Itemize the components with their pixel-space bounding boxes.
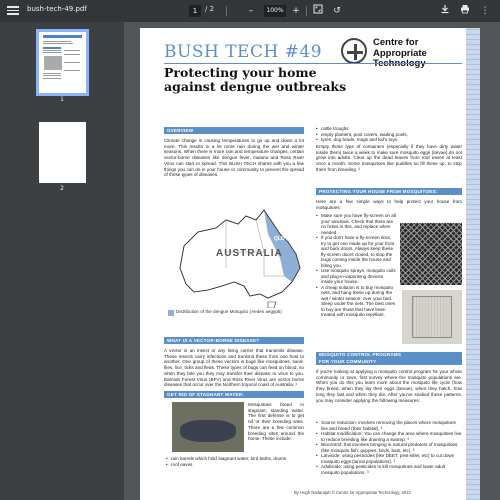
zoom-input[interactable]: 100% — [264, 5, 286, 17]
list-item: • If you don't have a fly-screen door, try to get one made up for your front and back doors. Always keep these fly-screen doors closed, to stop the bugs coming inside the house and biting you. — [316, 235, 396, 268]
headline-line: Protecting your home — [164, 65, 317, 80]
map-state-label: QLD — [274, 236, 285, 242]
vector-heading: WHAT IS A VECTOR-BORNE DISEASE? — [164, 337, 304, 344]
thumbnail-line — [43, 78, 61, 79]
zoom-in-icon[interactable]: + — [292, 6, 300, 16]
toolbar-divider — [226, 6, 227, 16]
list-item: • Habitat modification: You can change the area where mosquitoes live to reduce breeding like draining a swamp. ³ — [316, 431, 462, 442]
pdf-page — [140, 28, 480, 500]
thumbnail-map — [44, 56, 62, 70]
headline-line: against dengue outbreaks — [164, 79, 347, 94]
list-item: • Source reduction: involves removing the places where mosquitoes live and breed (their habitat). ³ — [316, 420, 462, 431]
mosquito-net-photo — [402, 290, 462, 344]
list-item: • empty planters, pool covers, wading pools, — [316, 132, 462, 138]
fit-page-icon[interactable] — [311, 4, 325, 18]
thumbnail-line — [43, 73, 61, 74]
print-icon[interactable] — [458, 4, 472, 18]
organization-name — [373, 38, 427, 70]
rotate-icon[interactable]: ↺ — [333, 6, 341, 16]
stagnant-list — [166, 456, 306, 467]
viewer-toolbar — [0, 0, 500, 22]
document-headline — [164, 66, 346, 94]
list-item: • Larvicide: using pesticides (like DEET, pest-killer, etc) to cut down mosquito eggs (larval populations). ³ — [316, 453, 462, 464]
control-heading — [316, 352, 462, 365]
overview-heading: OVERVIEW — [164, 127, 304, 134]
page-total: / 2 — [205, 5, 215, 13]
more-icon[interactable]: ⋮ — [480, 6, 490, 16]
breeding-sites-list — [316, 126, 462, 143]
control-heading-line: MOSQUITO CONTROL PROGRAMS — [319, 352, 402, 357]
thumbnail-line — [64, 62, 80, 63]
total-pages: 2 — [209, 5, 215, 13]
document-banner: BUSH TECH #49 — [164, 42, 323, 62]
containers-text: Empty those type of containers (especially if they have dirty water inside them) twice a week to make sure mosquito eggs (larvae) do not grow into adults. Clear up the dead leaves from roof eaves at least once a month. Some mosquitoes like puddles so fill these up, to stop them from breeding. ² — [316, 144, 462, 172]
org-line — [373, 59, 427, 70]
thumbnail-section — [43, 47, 61, 49]
org-line: Appropriate — [373, 47, 427, 59]
menu-icon[interactable] — [6, 4, 20, 18]
fly-screen-photo — [400, 223, 462, 285]
list-item: • tyres, dog bowls, mugs and kid's toys. — [316, 137, 462, 143]
cat-logo-icon — [341, 38, 367, 64]
org-line: Centre for — [373, 37, 419, 48]
thumbnail-line — [64, 50, 80, 51]
thumbnail-line — [43, 52, 61, 53]
list-item: • Biocontrol: this involves bringing in natural predators of mosquitoes (like mosquito fish, guppies, birds, bats, etc). ³ — [316, 442, 462, 453]
header-rule — [164, 63, 462, 64]
page-thumbnail-1[interactable] — [39, 32, 86, 93]
download-icon[interactable] — [438, 4, 452, 18]
list-item: • A cheap solution is to buy mosquito nets, and hang these up during the wet / winter season, over your bed. Sleep under the nets. The best ones to buy are those that have been treated with mosquito repellant. — [316, 285, 396, 318]
thumbnail-label-1: 1 — [60, 96, 64, 103]
control-heading-line: FOR YOUR COMMUNITY — [319, 358, 377, 364]
list-item: • Make sure you have fly-screen on all your windows. Check that there are no holes in this, and replace when needed. — [316, 213, 396, 235]
thumbnail-banner — [43, 35, 82, 38]
toolbar-divider — [306, 6, 307, 16]
zoom-out-icon[interactable]: – — [248, 6, 254, 16]
page-thumbnail-2[interactable] — [39, 122, 86, 183]
map-legend-swatch — [168, 310, 174, 316]
stagnant-water-photo — [172, 402, 244, 452]
list-item: • roof eaves — [166, 462, 306, 468]
map-country-label: AUSTRALIA — [216, 248, 283, 259]
thumbnail-line — [43, 75, 61, 76]
thumbnail-label-2: 2 — [60, 185, 64, 192]
list-item: • rain barrels which hold stagnant water, bird baths, drums — [166, 456, 306, 462]
thumbnail-line — [43, 50, 61, 51]
protect-intro: Here are a few simple ways to help protect your house from mosquitoes: — [316, 199, 462, 210]
list-item: • cattle troughs — [316, 126, 462, 132]
thumbnail-line — [43, 43, 73, 44]
vector-text: A vector is an insect or any living carrier that transmits disease. These insects carry infections and transmit these from one host to another. One group of these vectors is bugs like mosquitoes, sand-flies, lice, ticks and fleas. These types of bugs can feed on blood, so when they bite you they may transfer their disease or virus to you. Barmah Forest Virus (BFV) and Ross River Virus are vector borne diseases that occur over the Northern tropical coast of Australia. ¹ — [164, 348, 304, 388]
overview-text: Climate change is causing temperatures to go up and down a lot more. This results in a lot more rain during the wet and winter seasons. When there is more rain and temperature changes, certain vector-borne diseases like dengue fever, malaria and Ross River Virus can start to spread. This BUSH TECH shares with you a few things you can do in your house or community to prevent the spread of these types of diseases. — [164, 138, 304, 178]
control-text: If you're looking at applying a mosquito control program for your whole community or town, first survey where the mosquito populations are. When you do this you learn more about the mosquito life cycle (how they breed, when they lay their eggs (larvae), when they hatch, how long they last and when they die. After you've studied these patterns, you may consider applying the following measures: — [316, 369, 462, 403]
thumbnail-sidebar — [0, 22, 124, 500]
document-footer: By Hugh Nadarajah © Centre for Appropriate Technology, 2013 — [294, 490, 411, 495]
thumbnail-line — [43, 41, 71, 42]
map-legend-text: Distribution of the dengue Mosquito (Aedes aegypti) — [176, 309, 282, 314]
file-name: bush-tech-49.pdf — [27, 5, 87, 13]
control-list — [316, 420, 462, 475]
stagnant-text: Mosquitoes breed in stagnant, standing water. The first defense is to get rid of their breeding sites. There are a few common breeding sites around the home. These include: — [248, 402, 304, 442]
stagnant-heading: GET RID OF STAGNANT WATER: — [164, 391, 304, 398]
decorative-stripe — [466, 28, 480, 500]
list-item: • Use mosquito sprays, mosquito coils and plug-in-vaporising devices inside your house. — [316, 268, 396, 285]
list-item: • Adulticide: using pesticides to kill mosquitoes and lower adult mosquito populations. ³ — [316, 464, 462, 475]
protect-heading: PROTECTING YOUR HOUSE FROM MOSQUITOES: — [316, 188, 462, 195]
page-number-input[interactable]: 1 — [189, 5, 201, 17]
thumbnail-line — [64, 54, 80, 55]
protect-list — [316, 213, 396, 318]
thumbnail-line — [64, 70, 80, 71]
